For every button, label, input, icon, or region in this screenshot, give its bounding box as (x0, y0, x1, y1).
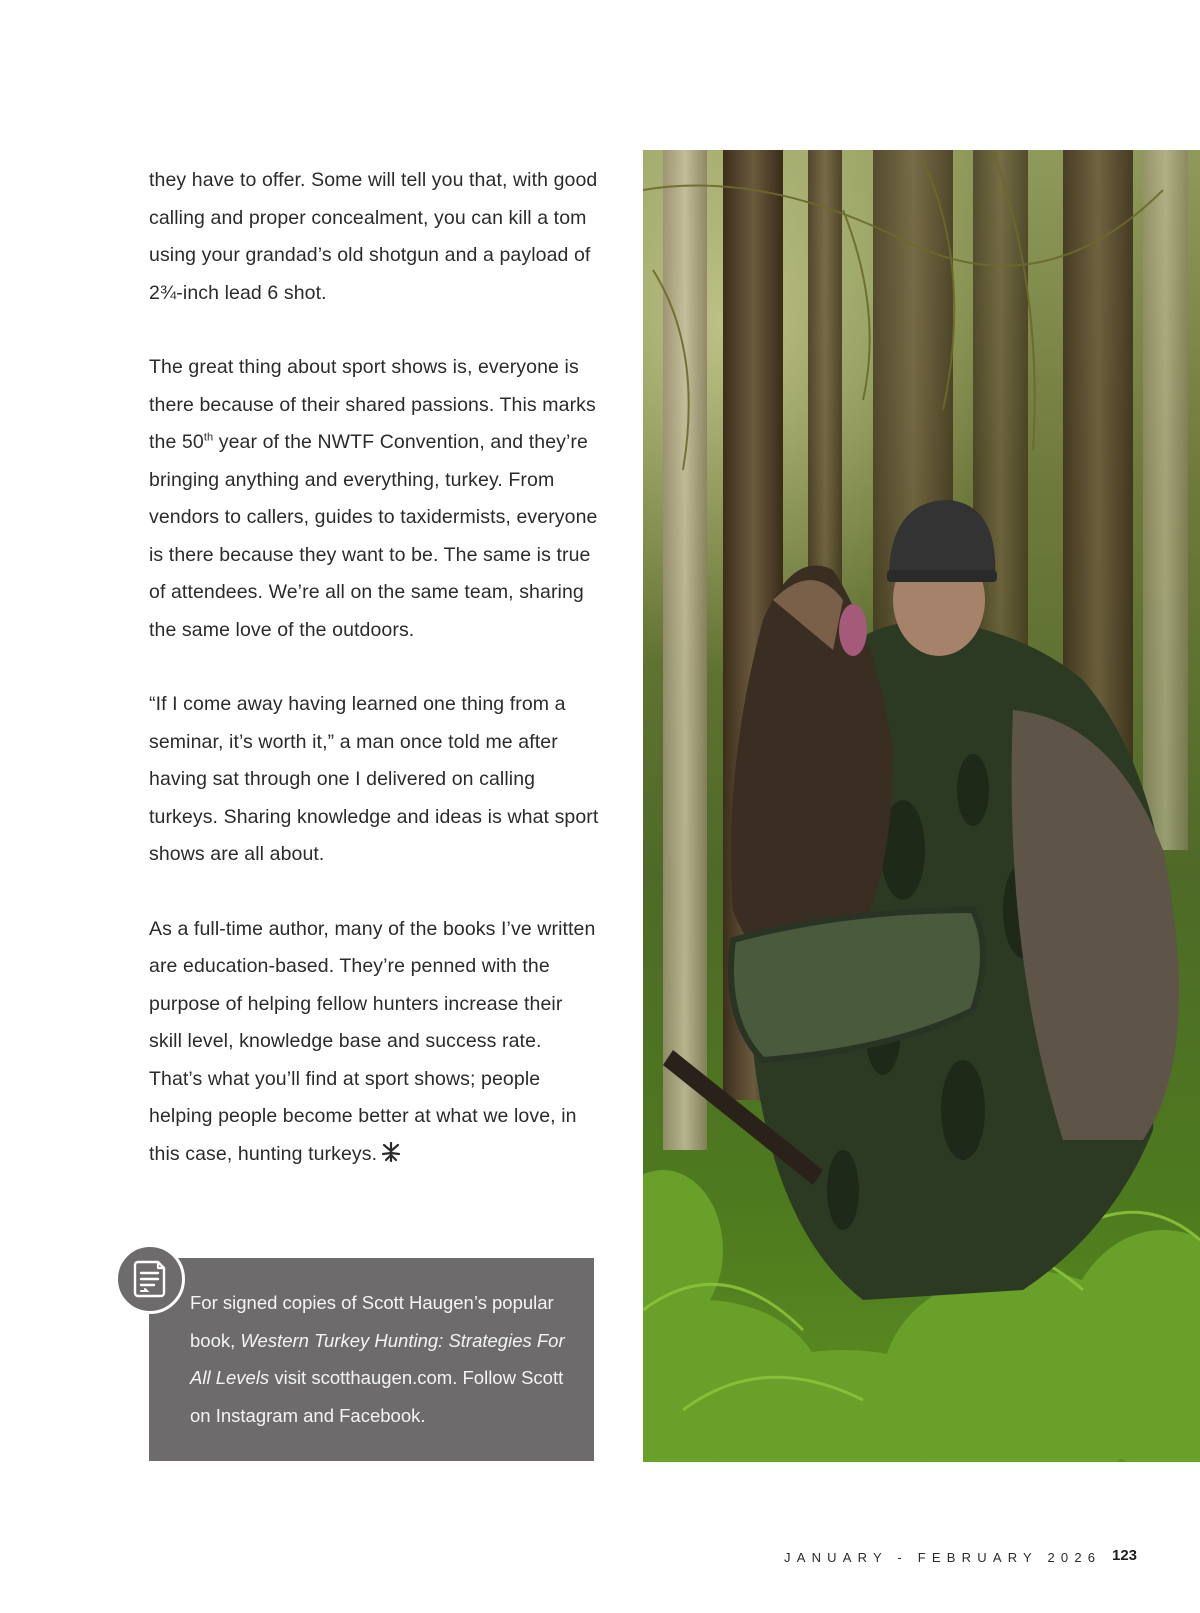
hunter-photo (643, 150, 1200, 1462)
hunter-photo-illustration (643, 150, 1200, 1462)
document-icon (115, 1244, 185, 1314)
author-note-box (149, 1258, 594, 1461)
paragraph (149, 349, 599, 649)
book-title: Western Turkey Hunting: Strategies For All Levels (190, 1329, 565, 1388)
paragraph: “If I come away having learned one thing from a seminar, it’s worth it,” a man once told me after having sat through one I delivered on calling turkeys. Sharing knowledge and ideas is what sport shows are all about. (149, 693, 599, 865)
issue-date: JANUARY - FEBRUARY 2026 (784, 1550, 1102, 1565)
note-text: visit scotthaugen.com. Follow Scott on Instagram and Facebook. (190, 1367, 564, 1426)
paragraph-text: The great thing about sport shows is, everyone is there because of their shared passions. This marks the 50 (149, 356, 596, 453)
note-text: For signed copies of Scott Haugen’s popular book, (190, 1292, 554, 1351)
ordinal-suffix: th (203, 431, 214, 444)
turkey-track-icon (381, 1142, 401, 1162)
paragraph-text: year of the NWTF Convention, and they’re bringing anything and everything, turkey. From vendors to callers, guides to taxidermists, everyone is there because they want to be. The same is true of attendees. We’re all on the same team, sharing the same love of the outdoors. (149, 431, 598, 641)
article-body (149, 162, 599, 1210)
paragraph: they have to offer. Some will tell you that, with good calling and proper concealment, you can kill a tom using your grandad’s old shotgun and a payload of 2¾-inch lead 6 shot. (149, 169, 598, 304)
paragraph-text: As a full-time author, many of the books I’ve written are education-based. They’re penned with the purpose of helping fellow hunters increase their skill level, knowledge base and success rate. That’s what you’ll find at sport shows; people helping people become better at what we love, in this case, hunting turkeys. (149, 917, 596, 1165)
author-note-text (190, 1284, 570, 1434)
paragraph (149, 911, 599, 1174)
page-number: 123 (1112, 1547, 1138, 1564)
document-icon-glyph (132, 1259, 168, 1299)
